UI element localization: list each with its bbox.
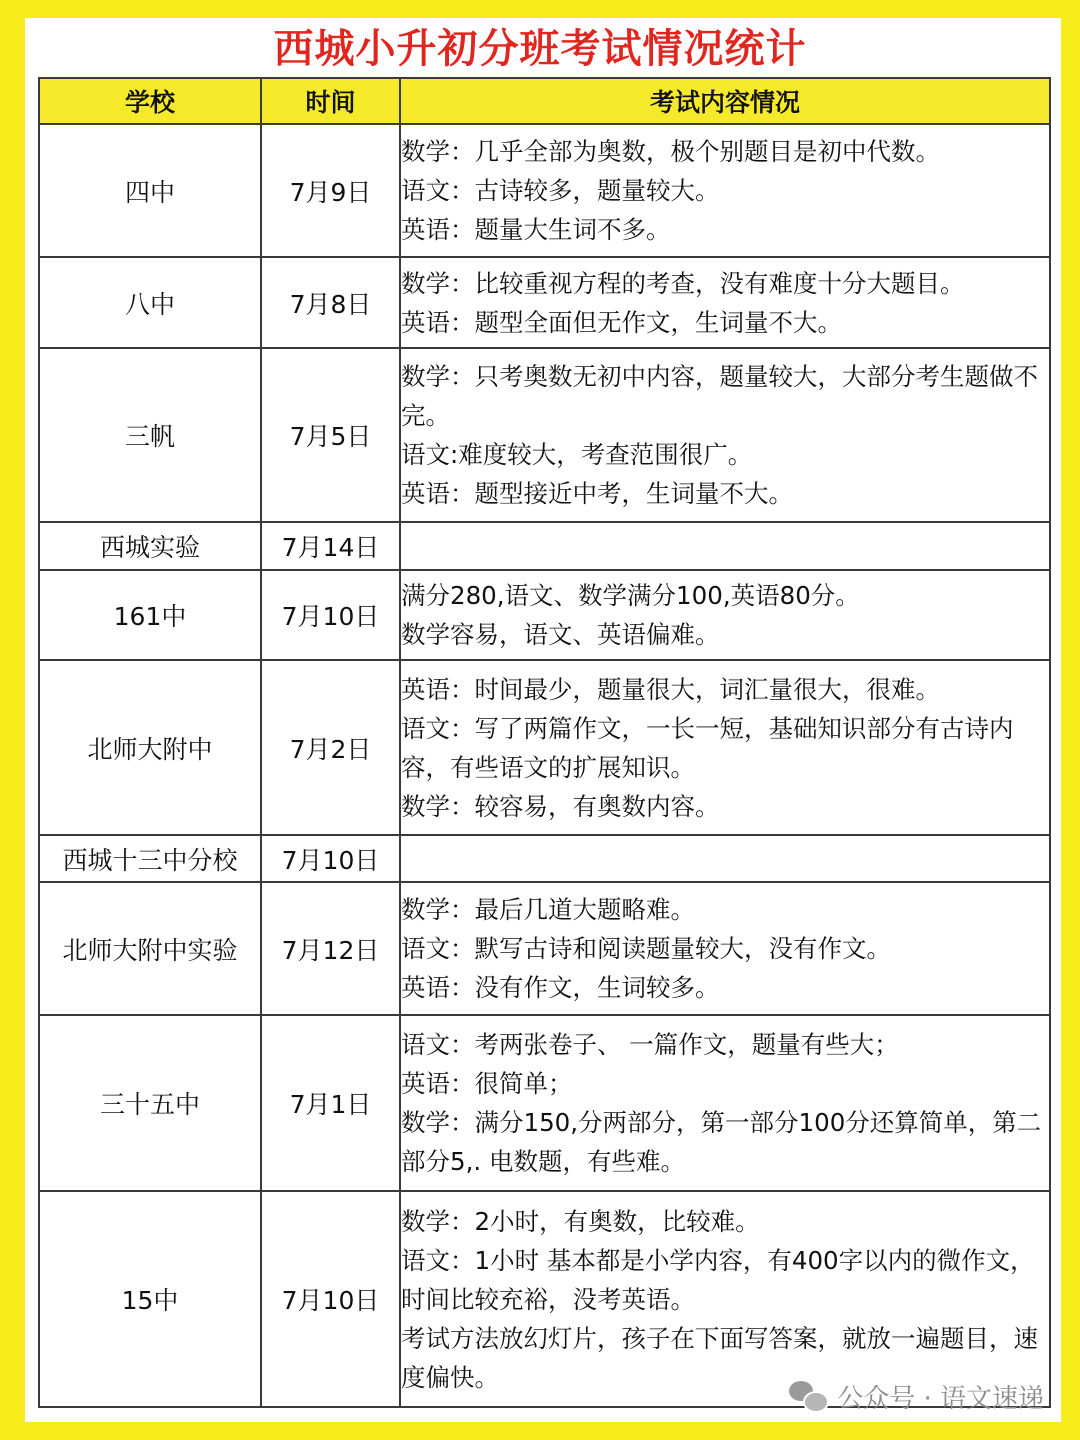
table-row — [39, 348, 1050, 522]
school-cell: 三十五中 — [39, 1015, 261, 1191]
content-line: 语文:难度较大，考查范围很广。 — [401, 440, 753, 469]
content-cell — [400, 1191, 1050, 1407]
content-cell — [400, 348, 1050, 522]
date-cell: 7月9日 — [261, 124, 400, 257]
date-cell: 7月10日 — [261, 835, 400, 882]
school-cell: 西城十三中分校 — [39, 835, 261, 882]
date-cell: 7月2日 — [261, 660, 400, 835]
table-row — [39, 660, 1050, 835]
content-line: 语文：默写古诗和阅读题量较大，没有作文。 — [401, 934, 891, 963]
content-line: 语文：写了两篇作文，一长一短，基础知识部分有古诗内容，有些语文的扩展知识。 — [401, 713, 1014, 782]
table-row — [39, 257, 1050, 348]
school-cell: 北师大附中实验 — [39, 882, 261, 1015]
date-cell: 7月8日 — [261, 257, 400, 348]
date-cell: 7月10日 — [261, 570, 400, 660]
date-cell: 7月10日 — [261, 1191, 400, 1407]
content-cell — [400, 1015, 1050, 1191]
content-line: 数学：只考奥数无初中内容，题量较大，大部分考生题做不完。 — [401, 362, 1038, 430]
content-line: 数学：比较重视方程的考查，没有难度十分大题目。 — [401, 268, 965, 298]
content-line: 数学：满分150,分两部分，第一部分100分还算简单，第二部分5,. 电数题，有些难。 — [401, 1108, 1042, 1176]
page-title: 西城小升初分班考试情况统计 — [273, 26, 807, 72]
content-line: 英语：很简单； — [401, 1069, 573, 1098]
table-row — [39, 835, 1050, 882]
school-cell: 北师大附中 — [39, 660, 261, 835]
header-time: 时间 — [261, 78, 400, 124]
school-cell: 四中 — [39, 124, 261, 257]
content-cell — [400, 660, 1050, 835]
table-row — [39, 1191, 1050, 1407]
content-cell — [400, 882, 1050, 1015]
content-cell — [400, 124, 1050, 257]
school-cell: 西城实验 — [39, 522, 261, 570]
header-school: 学校 — [39, 78, 261, 124]
school-cell: 15中 — [39, 1191, 261, 1407]
exam-stats-table — [38, 77, 1051, 1408]
content-line: 英语：题量大生词不多。 — [401, 215, 671, 244]
content-line: 数学：较容易，有奥数内容。 — [401, 791, 720, 821]
date-cell: 7月12日 — [261, 882, 400, 1015]
watermark-text: 公众号 · 语文速递 — [837, 1383, 1044, 1414]
table-row — [39, 124, 1050, 257]
wechat-icon — [789, 1381, 827, 1411]
content-line: 数学：几乎全部为奥数，极个别题目是初中代数。 — [401, 137, 940, 166]
content-line: 英语：题型接近中考，生词量不大。 — [401, 479, 793, 508]
content-line: 数学容易，语文、英语偏难。 — [401, 620, 720, 649]
content-cell — [400, 257, 1050, 348]
content-line: 数学：最后几道大题略难。 — [401, 895, 695, 924]
content-cell — [400, 522, 1050, 570]
table-header-row — [39, 78, 1050, 124]
content-line: 考试方法放幻灯片，孩子在下面写答案，就放一遍题目，速度偏快。 — [401, 1323, 1038, 1392]
date-cell: 7月14日 — [261, 522, 400, 570]
date-cell: 7月5日 — [261, 348, 400, 522]
content-line: 语文：考两张卷子、 一篇作文，题量有些大； — [401, 1030, 899, 1059]
content-line: 数学：2小时，有奥数，比较难。 — [401, 1206, 760, 1236]
content-line: 英语：没有作文，生词较多。 — [401, 973, 720, 1002]
table-row — [39, 522, 1050, 570]
wechat-watermark — [789, 1376, 1044, 1416]
school-cell: 161中 — [39, 570, 261, 660]
content-line: 英语：时间最少，题量很大，词汇量很大，很难。 — [401, 674, 940, 704]
table-row — [39, 570, 1050, 660]
table-row — [39, 882, 1050, 1015]
date-cell: 7月1日 — [261, 1015, 400, 1191]
content-line: 语文：1小时 基本都是小学内容，有400字以内的微作文，时间比较充裕，没考英语。 — [401, 1245, 1035, 1314]
content-line: 满分280,语文、数学满分100,英语80分。 — [401, 581, 860, 610]
content-line: 英语：题型全面但无作文，生词量不大。 — [401, 307, 842, 337]
school-cell: 三帆 — [39, 348, 261, 522]
header-content: 考试内容情况 — [400, 78, 1050, 124]
content-line: 语文：古诗较多，题量较大。 — [401, 176, 720, 205]
content-cell — [400, 570, 1050, 660]
table-row — [39, 1015, 1050, 1191]
content-cell — [400, 835, 1050, 882]
school-cell: 八中 — [39, 257, 261, 348]
